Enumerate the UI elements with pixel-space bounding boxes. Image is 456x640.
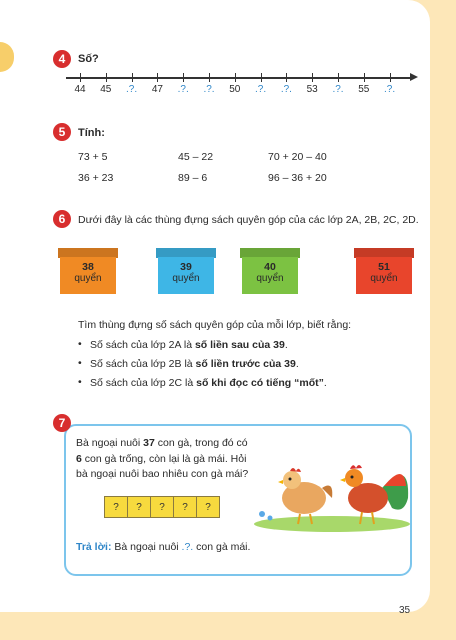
number-line-label: 44 [74, 84, 86, 95]
bullet-icon: • [78, 376, 82, 388]
hen-icon [278, 468, 332, 524]
problem-line-1 [76, 436, 248, 450]
book-box[interactable] [60, 248, 116, 294]
condition-key: số liền sau của 39 [194, 339, 285, 351]
number-line-blank[interactable]: .?. [203, 84, 215, 95]
number-line-tick [390, 73, 391, 82]
bullet-icon: • [78, 338, 82, 350]
problem-text: con gà trống, còn lại là gà mái. Hỏi [81, 453, 247, 465]
grass-icon [254, 516, 410, 532]
chickens-illustration [252, 458, 412, 532]
calc-item: 96 – 36 + 20 [268, 172, 327, 184]
calc-item: 36 + 23 [78, 172, 114, 184]
number-line-tick [235, 73, 236, 82]
number-line-tick [286, 73, 287, 82]
box-label [158, 261, 214, 285]
condition-key: số liền trước của 39 [195, 358, 296, 370]
condition-text: . [323, 377, 327, 389]
number-line-label: 53 [306, 84, 318, 95]
exercise-4-title: Số? [78, 53, 99, 65]
exercise-4-badge: 4 [53, 50, 71, 68]
number-line-label: 47 [151, 84, 163, 95]
book-box[interactable] [356, 248, 412, 294]
problem-line-3: bà ngoại nuôi bao nhiêu con gà mái? [76, 468, 249, 480]
box-label [60, 261, 116, 285]
problem-number: 37 [143, 437, 155, 449]
number-line-tick [106, 73, 107, 82]
answer-text: Bà ngoại nuôi [111, 541, 182, 553]
condition-text: Số sách của lớp 2B là [90, 358, 196, 370]
number-line-blank[interactable]: .?. [255, 84, 267, 95]
exercise-6-prompt: Dưới đây là các thùng đựng sách quyên góp của các lớp 2A, 2B, 2C, 2D. [78, 214, 419, 226]
condition-text: Số sách của lớp 2C là [90, 377, 197, 389]
number-line-label: 50 [229, 84, 241, 95]
rooster-icon [340, 465, 408, 524]
exercise-5-badge: 5 [53, 123, 71, 141]
exercise-5-title: Tính: [78, 127, 105, 139]
condition-item [90, 357, 299, 371]
condition-text: . [284, 339, 288, 351]
problem-number: 6 [76, 453, 82, 465]
answer-text: con gà mái. [193, 541, 251, 553]
answer-line [76, 540, 250, 554]
answer-label: Trả lời: [76, 541, 112, 553]
problem-text: Bà ngoại nuôi [76, 437, 144, 449]
bullet-icon: • [78, 357, 82, 369]
book-box[interactable] [158, 248, 214, 294]
number-line-tick [157, 73, 158, 82]
number-line-blank[interactable]: .?. [177, 84, 189, 95]
answer-cell[interactable]: ? [104, 496, 128, 518]
box-unit: quyển [256, 273, 284, 284]
calc-item: 70 + 20 – 40 [268, 151, 327, 163]
number-line-tick [132, 73, 133, 82]
box-label [242, 261, 298, 285]
box-count: 51 [378, 261, 390, 273]
calc-item: 89 – 6 [178, 172, 208, 184]
box-unit: quyển [370, 273, 398, 284]
condition-key: số khi đọc có tiếng “mốt” [196, 377, 324, 389]
number-line-tick [209, 73, 210, 82]
flower-icon [268, 516, 273, 521]
number-line-blank[interactable]: .?. [126, 84, 138, 95]
problem-text: con gà, trong đó có [154, 437, 248, 449]
number-line-blank[interactable]: .?. [332, 84, 344, 95]
number-line-arrow-icon [410, 73, 418, 81]
answer-cell[interactable]: ? [196, 496, 220, 518]
number-line-tick [261, 73, 262, 82]
number-line-blank[interactable]: .?. [384, 84, 396, 95]
book-box[interactable] [242, 248, 298, 294]
number-line-blank[interactable]: .?. [280, 84, 292, 95]
number-line [66, 77, 412, 79]
box-count: 39 [180, 261, 192, 273]
box-unit: quyển [74, 273, 102, 284]
answer-cells [104, 496, 219, 518]
number-line-tick [338, 73, 339, 82]
box-count: 38 [82, 261, 94, 273]
exercise-7-badge: 7 [53, 414, 71, 432]
exercise-6-badge: 6 [53, 210, 71, 228]
calc-item: 45 – 22 [178, 151, 214, 163]
exercise-6-task: Tìm thùng đựng số sách quyên góp của mỗi lớp, biết rằng: [78, 319, 352, 331]
answer-cell[interactable]: ? [150, 496, 174, 518]
answer-cell[interactable]: ? [127, 496, 151, 518]
number-line-label: 45 [100, 84, 112, 95]
number-line-tick [80, 73, 81, 82]
box-label [356, 261, 412, 285]
condition-text: . [295, 358, 299, 370]
number-line-label: 55 [358, 84, 370, 95]
number-line-tick [183, 73, 184, 82]
problem-line-2 [76, 452, 246, 466]
box-count: 40 [264, 261, 276, 273]
number-line-tick [364, 73, 365, 82]
answer-cell[interactable]: ? [173, 496, 197, 518]
number-line-tick [312, 73, 313, 82]
flower-icon [259, 511, 265, 517]
page-number: 35 [399, 605, 411, 616]
condition-item [90, 376, 327, 390]
box-unit: quyển [172, 273, 200, 284]
calc-item: 73 + 5 [78, 151, 108, 163]
condition-item [90, 338, 288, 352]
answer-blank[interactable]: .?. [181, 541, 194, 553]
condition-text: Số sách của lớp 2A là [90, 339, 195, 351]
